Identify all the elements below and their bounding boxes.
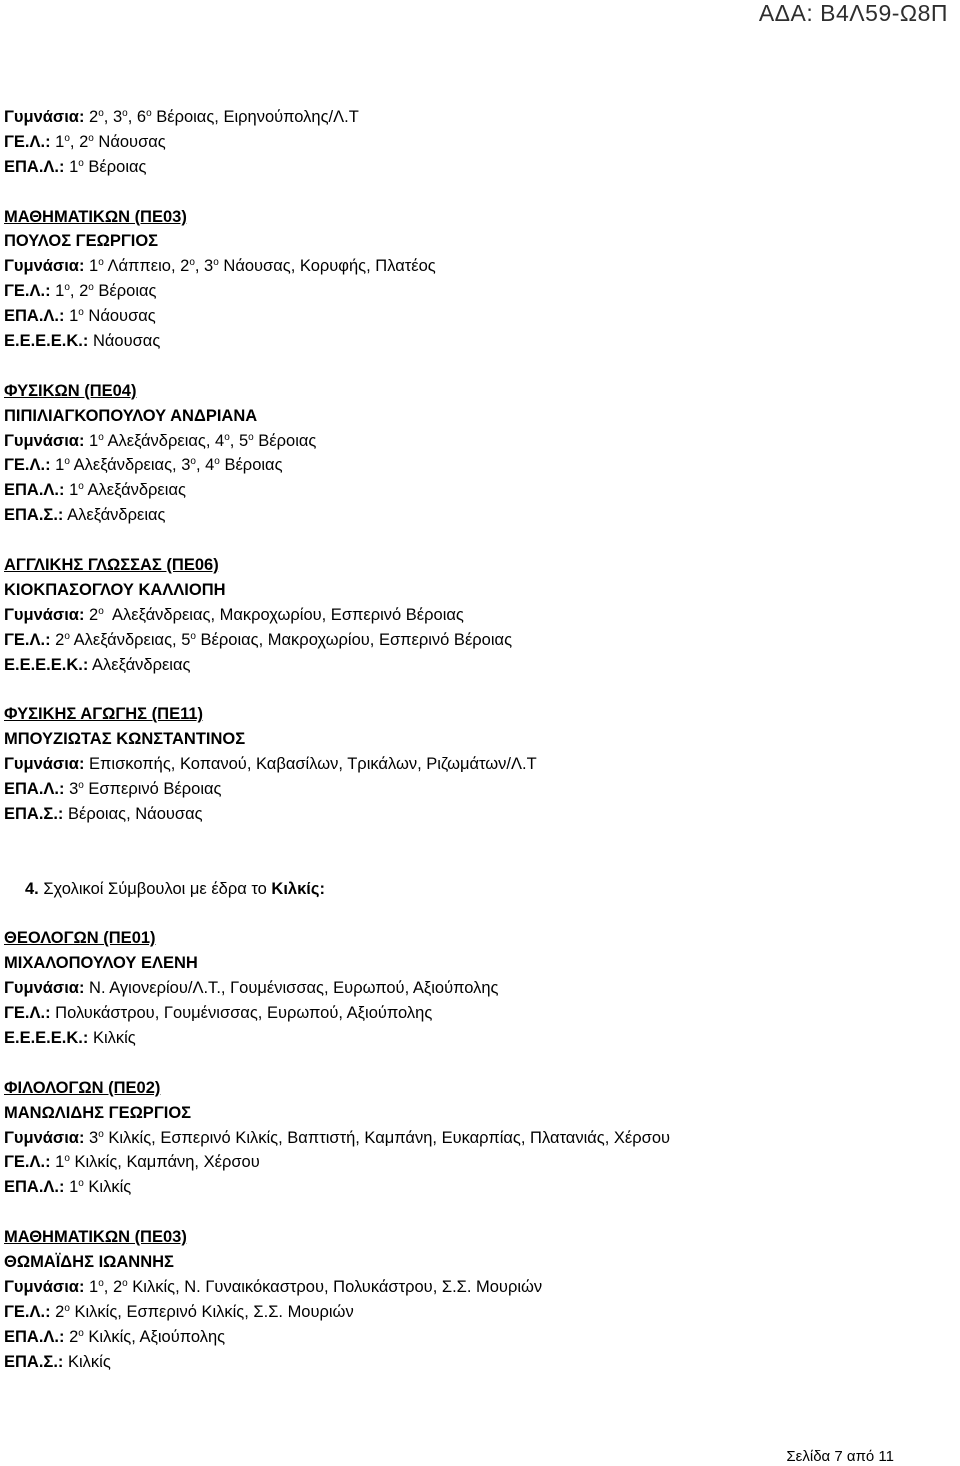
section-title: ΦΙΛΟΛΟΓΩΝ (ΠΕ02) bbox=[4, 1078, 161, 1097]
ordinal-sup: ο bbox=[98, 605, 104, 617]
ordinal-sup: ο bbox=[64, 456, 70, 468]
ordinal-sup: ο bbox=[224, 431, 230, 443]
ordinal-sup: ο bbox=[190, 456, 196, 468]
kilkis-heading bbox=[4, 877, 944, 902]
heading-number: 4. bbox=[25, 879, 39, 898]
line-label: ΓΕ.Λ.: bbox=[4, 282, 51, 301]
line-label: ΕΠΑ.Λ.: bbox=[4, 1178, 65, 1197]
schools-line-gymnasia: Γυμνάσια: $1^o$, $2^o$ Κιλκίς, Ν. Γυναικόκαστρου, Πολυκάστρου, Σ.Σ. Μουριών bbox=[4, 1277, 543, 1296]
schools-line-gymnasia: Γυμνάσια: $1^o$ Αλεξάνδρειας, $4^o$, $5^o$ Βέροιας bbox=[4, 431, 317, 450]
line-label: ΕΠΑ.Λ.: bbox=[4, 307, 65, 326]
schools-line-gel: ΓΕ.Λ.: Πολυκάστρου, Γουμένισσας, Ευρωπού, Αξιούπολης bbox=[4, 1004, 433, 1023]
advisor-name: ΜΑΝΩΛΙΔΗΣ ΓΕΩΡΓΙΟΣ bbox=[4, 1103, 192, 1122]
line-label: Γυμνάσια: bbox=[4, 431, 85, 450]
schools-line-gel: ΓΕ.Λ.: $1^o$, $2^o$ Βέροιας bbox=[4, 282, 157, 301]
advisor-name: ΘΩΜΑΪΔΗΣ ΙΩΑΝΝΗΣ bbox=[4, 1252, 174, 1271]
schools-line-epas: ΕΠΑ.Σ.: Βέροιας, Νάουσας bbox=[4, 804, 203, 823]
ordinal-sup: ο bbox=[64, 1153, 70, 1165]
schools-line-epal: ΕΠΑ.Λ.: $1^o$ Αλεξάνδρειας bbox=[4, 481, 186, 500]
schools-line-gymnasia: Γυμνάσια: Ν. Αγιονερίου/Λ.Τ., Γουμένισσας, Ευρωπού, Αξιούπολης bbox=[4, 979, 499, 998]
line-label: ΕΠΑ.Λ.: bbox=[4, 157, 65, 176]
ordinal-sup: ο bbox=[64, 282, 70, 294]
ordinal-sup: ο bbox=[98, 431, 104, 443]
ordinal-sup: ο bbox=[78, 157, 84, 169]
ordinal-sup: ο bbox=[122, 1277, 128, 1289]
line-label: ΓΕ.Λ.: bbox=[4, 1302, 51, 1321]
ordinal-sup: ο bbox=[122, 108, 128, 119]
line-label: Ε.Ε.Ε.Ε.Κ.: bbox=[4, 655, 89, 674]
page-number: Σελίδα 7 από 11 bbox=[786, 1448, 894, 1465]
line-label: Γυμνάσια: bbox=[4, 1277, 85, 1296]
line-label: ΓΕ.Λ.: bbox=[4, 1004, 51, 1023]
ordinal-sup: ο bbox=[248, 431, 254, 443]
ordinal-sup: ο bbox=[64, 630, 70, 642]
ordinal-sup: ο bbox=[98, 108, 104, 119]
advisor-name: ΠΙΠΙΛΙΑΓΚΟΠΟΥΛΟΥ ΑΝΔΡΙΑΝΑ bbox=[4, 406, 258, 425]
line-label: ΕΠΑ.Λ.: bbox=[4, 1327, 65, 1346]
schools-line-eeeek: Ε.Ε.Ε.Ε.Κ.: Αλεξάνδρειας bbox=[4, 655, 191, 674]
document-body bbox=[4, 105, 944, 1374]
schools-line-gymnasia: Γυμνάσια: Επισκοπής, Κοπανού, Καβασίλων, Τρικάλων, Ριζωμάτων/Λ.Τ bbox=[4, 755, 537, 774]
ordinal-sup: ο bbox=[64, 1302, 70, 1314]
schools-line-gel: ΓΕ.Λ.: $1^o$ Κιλκίς, Καμπάνη, Χέρσου bbox=[4, 1153, 260, 1172]
section-title: ΑΓΓΛΙΚΗΣ ΓΛΩΣΣΑΣ (ΠΕ06) bbox=[4, 556, 219, 575]
line-label: ΕΠΑ.Λ.: bbox=[4, 780, 65, 799]
schools-line-epal: ΕΠΑ.Λ.: $1^o$ Βέροιας bbox=[4, 157, 147, 176]
section-title: ΘΕΟΛΟΓΩΝ (ΠΕ01) bbox=[4, 929, 156, 948]
schools-line-epal: ΕΠΑ.Λ.: $1^o$ Κιλκίς bbox=[4, 1178, 132, 1197]
section-title: ΜΑΘΗΜΑΤΙΚΩΝ (ΠΕ03) bbox=[4, 1228, 187, 1247]
ordinal-sup: ο bbox=[98, 1277, 104, 1289]
line-label: Γυμνάσια: bbox=[4, 1128, 85, 1147]
ordinal-sup: ο bbox=[88, 132, 94, 144]
ordinal-sup: ο bbox=[78, 307, 84, 319]
section-title: ΦΥΣΙΚΩΝ (ΠΕ04) bbox=[4, 381, 137, 400]
line-label: ΕΠΑ.Σ.: bbox=[4, 1352, 64, 1371]
ordinal-sup: ο bbox=[88, 282, 94, 294]
ordinal-sup: ο bbox=[78, 1327, 84, 1339]
advisor-name: ΜΙΧΑΛΟΠΟΥΛΟΥ ΕΛΕΝΗ bbox=[4, 954, 198, 973]
schools-line-gymnasia: Γυμνάσια: $1^o$ Λάππειο, $2^o$, $3^o$ Νάουσας, Κορυφής, Πλατέος bbox=[4, 257, 436, 276]
schools-line-gel: ΓΕ.Λ.: $2^o$ Αλεξάνδρειας, $5^o$ Βέροιας, Μακροχωρίου, Εσπερινό Βέροιας bbox=[4, 630, 513, 649]
schools-line-epal: ΕΠΑ.Λ.: $3^o$ Εσπερινό Βέροιας bbox=[4, 780, 222, 799]
ordinal-sup: ο bbox=[64, 132, 70, 144]
section-title: ΜΑΘΗΜΑΤΙΚΩΝ (ΠΕ03) bbox=[4, 207, 187, 226]
ordinal-sup: ο bbox=[98, 1128, 104, 1140]
ordinal-sup: ο bbox=[78, 481, 84, 493]
ada-header: ΑΔΑ: Β4Λ59-Ω8Π bbox=[758, 0, 948, 26]
schools-line-gel: ΓΕ.Λ.: $1^o$ Αλεξάνδρειας, $3^o$, $4^o$ Βέροιας bbox=[4, 456, 283, 475]
line-label: ΕΠΑ.Λ.: bbox=[4, 481, 65, 500]
schools-line-eeeek: Ε.Ε.Ε.Ε.Κ.: Νάουσας bbox=[4, 332, 161, 351]
ordinal-sup: ο bbox=[190, 630, 196, 642]
line-label: Γυμνάσια: bbox=[4, 979, 85, 998]
ordinal-sup: ο bbox=[98, 257, 104, 269]
schools-line-epal: ΕΠΑ.Λ.: $1^o$ Νάουσας bbox=[4, 307, 156, 326]
ordinal-sup: ο bbox=[78, 780, 84, 792]
schools-line-eeeek: Ε.Ε.Ε.Ε.Κ.: Κιλκίς bbox=[4, 1028, 136, 1047]
line-label: ΓΕ.Λ.: bbox=[4, 132, 51, 151]
advisor-name: ΚΙΟΚΠΑΣΟΓΛΟΥ ΚΑΛΛΙΟΠΗ bbox=[4, 580, 226, 599]
schools-line-gel: ΓΕ.Λ.: $1^o$, $2^o$ Νάουσας bbox=[4, 132, 166, 151]
line-label: Γυμνάσια: bbox=[4, 755, 85, 774]
advisor-name: ΠΟΥΛΟΣ ΓΕΩΡΓΙΟΣ bbox=[4, 232, 159, 251]
schools-line-epal: ΕΠΑ.Λ.: $2^o$ Κιλκίς, Αξιούπολης bbox=[4, 1327, 226, 1346]
ordinal-sup: ο bbox=[146, 108, 152, 119]
line-label: ΕΠΑ.Σ.: bbox=[4, 804, 64, 823]
section-title: ΦΥΣΙΚΗΣ ΑΓΩΓΗΣ (ΠΕ11) bbox=[4, 705, 204, 724]
line-label: ΓΕ.Λ.: bbox=[4, 1153, 51, 1172]
line-label: ΕΠΑ.Σ.: bbox=[4, 506, 64, 525]
schools-line-gymnasia: Γυμνάσια: $2^o$ Αλεξάνδρειας, Μακροχωρίου, Εσπερινό Βέροιας bbox=[4, 605, 464, 624]
ordinal-sup: ο bbox=[213, 257, 219, 269]
schools-line-epas: ΕΠΑ.Σ.: Αλεξάνδρειας bbox=[4, 506, 166, 525]
line-label: Γυμνάσια: bbox=[4, 108, 85, 126]
ordinal-sup: ο bbox=[78, 1178, 84, 1190]
schools-line-gymnasia: Γυμνάσια: $2^o$, $3^o$, $6^o$ Βέροιας, Ειρηνούπολης/Λ.Τ bbox=[4, 108, 359, 126]
line-label: ΓΕ.Λ.: bbox=[4, 630, 51, 649]
schools-line-gel: ΓΕ.Λ.: $2^o$ Κιλκίς, Εσπερινό Κιλκίς, Σ.Σ. Μουριών bbox=[4, 1302, 354, 1321]
line-label: Ε.Ε.Ε.Ε.Κ.: bbox=[4, 332, 89, 351]
line-label: Γυμνάσια: bbox=[4, 605, 85, 624]
line-label: ΓΕ.Λ.: bbox=[4, 456, 51, 475]
advisor-name: ΜΠΟΥΖΙΩΤΑΣ ΚΩΝΣΤΑΝΤΙΝΟΣ bbox=[4, 730, 246, 749]
line-label: Γυμνάσια: bbox=[4, 257, 85, 276]
heading-text: Σχολικοί Σύμβουλοι με έδρα το bbox=[38, 879, 272, 898]
line-label: Ε.Ε.Ε.Ε.Κ.: bbox=[4, 1028, 89, 1047]
schools-line-epas: ΕΠΑ.Σ.: Κιλκίς bbox=[4, 1352, 111, 1371]
schools-line-gymnasia: Γυμνάσια: $3^o$ Κιλκίς, Εσπερινό Κιλκίς, Βαπτιστή, Καμπάνη, Ευκαρπίας, Πλατανιάς, Χέρσου bbox=[4, 1128, 671, 1147]
heading-city: Κιλκίς: bbox=[271, 879, 325, 898]
ordinal-sup: ο bbox=[189, 257, 195, 269]
ordinal-sup: ο bbox=[214, 456, 220, 468]
